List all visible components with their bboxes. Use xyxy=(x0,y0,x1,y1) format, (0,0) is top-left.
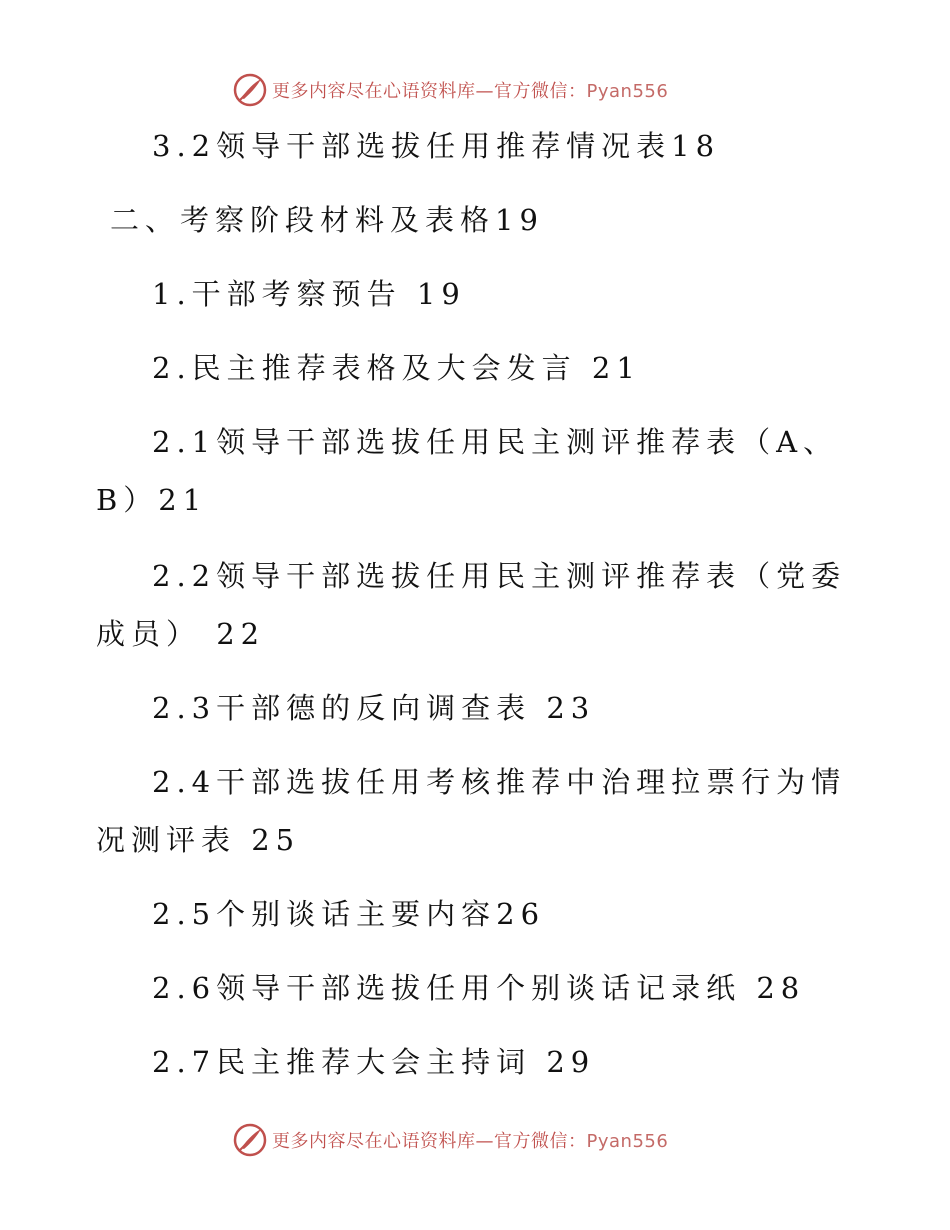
watermark-wechat-id: Pyan556 xyxy=(586,81,669,102)
toc-entry-1: 1.干部考察预告 19 xyxy=(152,277,466,311)
toc-entry-2-2-cont: 成员） 22 xyxy=(96,617,266,651)
watermark-text xyxy=(272,77,668,103)
toc-entry-2: 2.民主推荐表格及大会发言 21 xyxy=(152,351,641,385)
toc-entry-2-3: 2.3干部德的反向调查表 23 xyxy=(152,691,596,725)
toc-entry-2-4: 2.4干部选拔任用考核推荐中治理拉票行为情 xyxy=(152,765,847,799)
quill-logo-icon xyxy=(232,72,268,108)
toc-entry-3-2: 3.2领导干部选拔任用推荐情况表18 xyxy=(152,129,721,163)
watermark-text xyxy=(272,1127,668,1153)
watermark-banner-bottom xyxy=(232,1122,668,1158)
toc-entry-2-6: 2.6领导干部选拔任用个别谈话记录纸 28 xyxy=(152,971,806,1005)
watermark-wechat-label: 官方微信： xyxy=(494,81,587,102)
toc-entry-2-1: 2.1领导干部选拔任用民主测评推荐表（A、 xyxy=(152,425,839,459)
watermark-banner-top xyxy=(232,72,668,108)
watermark-brand: 更多内容尽在心语资料库 xyxy=(272,81,476,102)
watermark-brand: 更多内容尽在心语资料库 xyxy=(272,1131,476,1152)
watermark-dash: — xyxy=(475,81,494,102)
toc-entry-2-1-cont: B）21 xyxy=(96,483,208,517)
watermark-wechat-id: Pyan556 xyxy=(586,1131,669,1152)
toc-section-2: 二、考察阶段材料及表格19 xyxy=(110,203,544,237)
watermark-wechat-label: 官方微信： xyxy=(494,1131,587,1152)
toc-entry-2-4-cont: 况测评表 25 xyxy=(96,823,301,857)
toc-entry-2-5: 2.5个别谈话主要内容26 xyxy=(152,897,546,931)
watermark-dash: — xyxy=(475,1131,494,1152)
toc-entry-2-7: 2.7民主推荐大会主持词 29 xyxy=(152,1045,596,1079)
toc-entry-2-2: 2.2领导干部选拔任用民主测评推荐表（党委 xyxy=(152,559,847,593)
quill-logo-icon xyxy=(232,1122,268,1158)
